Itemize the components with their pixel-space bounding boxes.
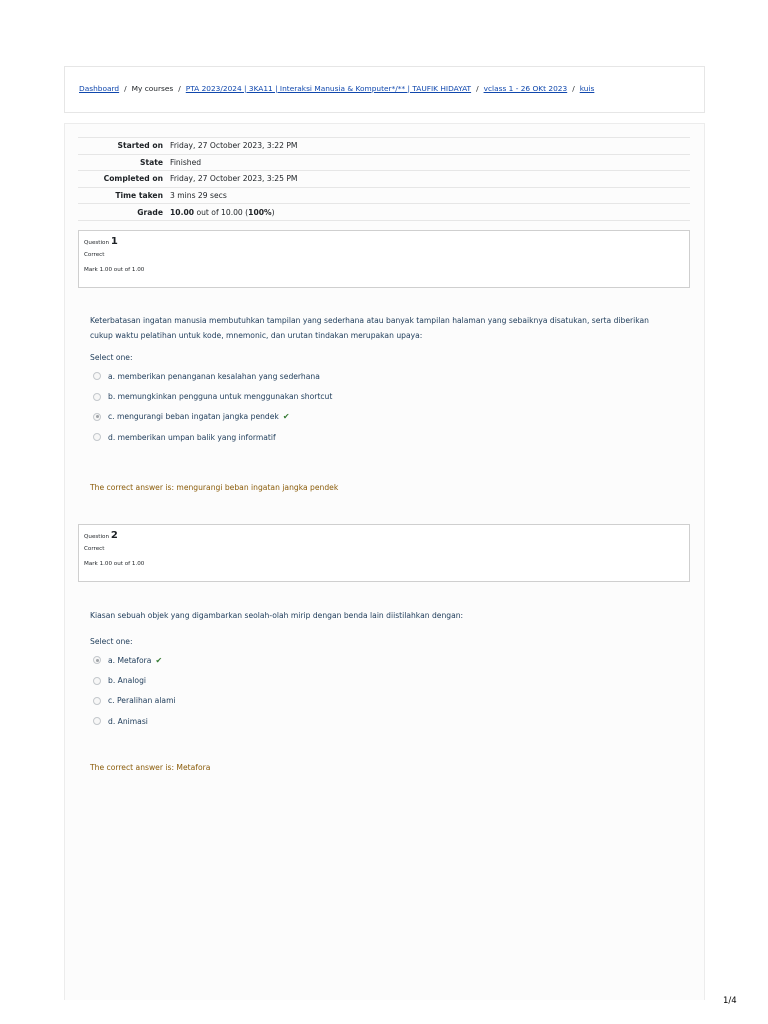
grade-close: ) <box>271 207 275 217</box>
answer-option-c[interactable] <box>90 691 670 711</box>
page-number: 1/4 <box>723 996 737 1006</box>
radio-button[interactable] <box>93 717 101 725</box>
radio-button[interactable] <box>93 697 101 705</box>
summary-row-time-taken <box>78 187 690 204</box>
breadcrumb <box>79 83 594 95</box>
answer-option-a[interactable] <box>90 366 670 386</box>
radio-button[interactable] <box>93 433 101 441</box>
radio-button-checked[interactable] <box>93 656 101 664</box>
summary-label: Time taken <box>115 191 163 201</box>
summary-row-completed <box>78 171 690 188</box>
summary-row-grade <box>78 204 690 221</box>
select-one-label: Select one: <box>90 637 133 646</box>
answer-label: a. memberikan penanganan kesalahan yang sederhana <box>108 371 320 381</box>
question-prefix: Question <box>84 534 110 540</box>
summary-value: Friday, 27 October 2023, 3:22 PM <box>170 141 298 151</box>
question-state: Correct <box>84 252 105 258</box>
question-mark: Mark 1.00 out of 1.00 <box>84 561 145 567</box>
checkmark-icon: ✔ <box>282 412 290 422</box>
summary-label: Completed on <box>103 174 163 184</box>
question-number <box>84 530 684 543</box>
breadcrumb-bar <box>64 66 705 113</box>
summary-row-state <box>78 154 690 171</box>
answer-option-a[interactable] <box>90 650 670 670</box>
breadcrumb-kuis-link[interactable]: kuis <box>579 84 595 93</box>
question-2-info <box>78 524 690 582</box>
answer-option-b[interactable] <box>90 386 670 406</box>
summary-label: State <box>139 157 163 167</box>
question-2-feedback: The correct answer is: Metafora <box>90 763 211 772</box>
answer-option-d[interactable] <box>90 711 670 731</box>
answer-option-c[interactable] <box>90 407 670 427</box>
question-1-feedback: The correct answer is: mengurangi beban ingatan jangka pendek <box>90 483 339 492</box>
answer-label: c. Peralihan alami <box>108 696 176 706</box>
answer-label: a. Metafora <box>108 655 152 665</box>
question-1-info <box>78 230 690 288</box>
breadcrumb-separator: / <box>178 84 181 93</box>
attempt-summary-table <box>78 137 690 221</box>
question-text: Kiasan sebuah objek yang digambarkan seolah-olah mirip dengan benda lain diistilahkan dengan: <box>90 611 464 620</box>
summary-label: Started on <box>117 141 163 151</box>
breadcrumb-separator: / <box>476 84 479 93</box>
radio-button[interactable] <box>93 393 101 401</box>
answer-label: b. Analogi <box>108 676 146 686</box>
question-number <box>84 236 684 249</box>
summary-value: Finished <box>170 157 202 167</box>
answer-options <box>90 366 670 448</box>
breadcrumb-separator: / <box>572 84 575 93</box>
question-number-value: 2 <box>110 530 118 541</box>
grade-score: 10.00 <box>170 207 195 217</box>
grade-out-of: out of 10.00 ( <box>194 207 249 217</box>
answer-label: d. memberikan umpan balik yang informatif <box>108 432 276 442</box>
breadcrumb-dashboard-link[interactable]: Dashboard <box>79 84 120 93</box>
breadcrumb-vclass-link[interactable]: vclass 1 - 26 OKt 2023 <box>483 84 568 93</box>
question-1-content <box>90 313 670 448</box>
answer-options <box>90 650 670 732</box>
answer-label: b. memungkinkan pengguna untuk menggunakan shortcut <box>108 392 333 402</box>
summary-row-started <box>78 138 690 155</box>
question-prefix: Question <box>84 240 110 246</box>
question-text: Keterbatasan ingatan manusia membutuhkan tampilan yang sederhana atau banyak tampilan halaman yang sebaiknya disatukan, serta diberikan cukup waktu pelatihan untuk kode, mnemonic, dan urutan tindakan merupakan upaya: <box>90 316 649 340</box>
breadcrumb-course-link[interactable]: PTA 2023/2024 | 3KA11 | Interaksi Manusia & Komputer*/** | TAUFIK HIDAYAT <box>185 84 472 93</box>
radio-button-checked[interactable] <box>93 413 101 421</box>
summary-value <box>170 204 690 221</box>
breadcrumb-my-courses: My courses <box>131 84 174 93</box>
grade-percent: 100% <box>248 207 272 217</box>
summary-label: Grade <box>137 207 163 217</box>
checkmark-icon: ✔ <box>155 655 163 665</box>
radio-button[interactable] <box>93 677 101 685</box>
summary-value: Friday, 27 October 2023, 3:25 PM <box>170 174 298 184</box>
summary-value: 3 mins 29 secs <box>170 191 227 201</box>
question-mark: Mark 1.00 out of 1.00 <box>84 267 145 273</box>
answer-label: c. mengurangi beban ingatan jangka pendek <box>108 412 279 422</box>
breadcrumb-separator: / <box>124 84 127 93</box>
answer-label: d. Animasi <box>108 716 148 726</box>
question-2-content <box>90 608 670 732</box>
radio-button[interactable] <box>93 372 101 380</box>
question-number-value: 1 <box>110 236 118 247</box>
answer-option-b[interactable] <box>90 670 670 690</box>
answer-option-d[interactable] <box>90 427 670 447</box>
select-one-label: Select one: <box>90 353 133 362</box>
question-state: Correct <box>84 546 105 552</box>
